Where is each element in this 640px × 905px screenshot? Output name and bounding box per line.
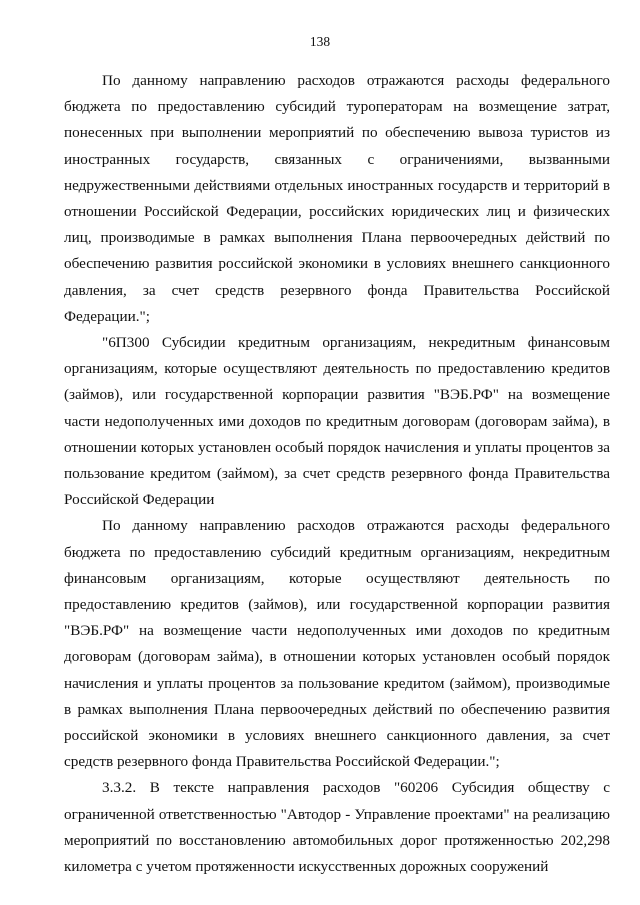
paragraph-6p300-heading: "6П300 Субсидии кредитным организациям, некредитным финансовым организациям, которые осуществляют деятельность по предоставлению кредитов (займов), или государственной корпорации развития "ВЭБ.РФ" на возмещение части недополученных ими доходов по кредитным договорам (договорам займа), в отношении которых установлен особый порядок начисления и уплаты процентов за пользование кредитом (займом), за счет средств резервного фонда Правительства Российской Федерации bbox=[64, 334, 610, 509]
paragraph-3-3-2: 3.3.2. В тексте направления расходов "60206 Субсидия обществу с ограниченной ответственностью "Автодор - Управление проектами" на реализацию мероприятий по восстановлению автомобильных дорог протяженностью 202,298 километра с учетом протяженности искусственных дорожных сооружений bbox=[64, 779, 610, 876]
page-number: 138 bbox=[309, 34, 331, 49]
paragraph-tour-operators-subsidy: По данному направлению расходов отражаются расходы федерального бюджета по предоставлению субсидий туроператорам на возмещение затрат, понесенных при выполнении мероприятий по обеспечению вывоза туристов из иностранных государств, связанных с ограничениями, вызванными недружественными действиями отдельных иностранных государств и территорий в отношении Российской Федерации, российских юридических лиц и физических лиц, производимые в рамках выполнения Плана первоочередных действий по обеспечению развития российской экономики в условиях внешнего санкционного давления, за счет средств резервного фонда Правительства Российской Федерации."; bbox=[64, 72, 610, 325]
paragraph-credit-orgs-subsidy: По данному направлению расходов отражаются расходы федерального бюджета по предоставлению субсидий кредитным организациям, некредитным финансовым организациям, которые осуществляют деятельность по предоставлению кредитов (займов), или государственной корпорации развития "ВЭБ.РФ" на возмещение части недополученных ими доходов по кредитным договорам (договорам займа), в отношении которых установлен особый порядок начисления и уплаты процентов за пользование кредитом (займом), производимые в рамках выполнения Плана первоочередных действий по обеспечению развития российской экономики в условиях внешнего санкционного давления, за счет средств резервного фонда Правительства Российской Федерации."; bbox=[64, 517, 610, 771]
document-body bbox=[64, 68, 610, 880]
